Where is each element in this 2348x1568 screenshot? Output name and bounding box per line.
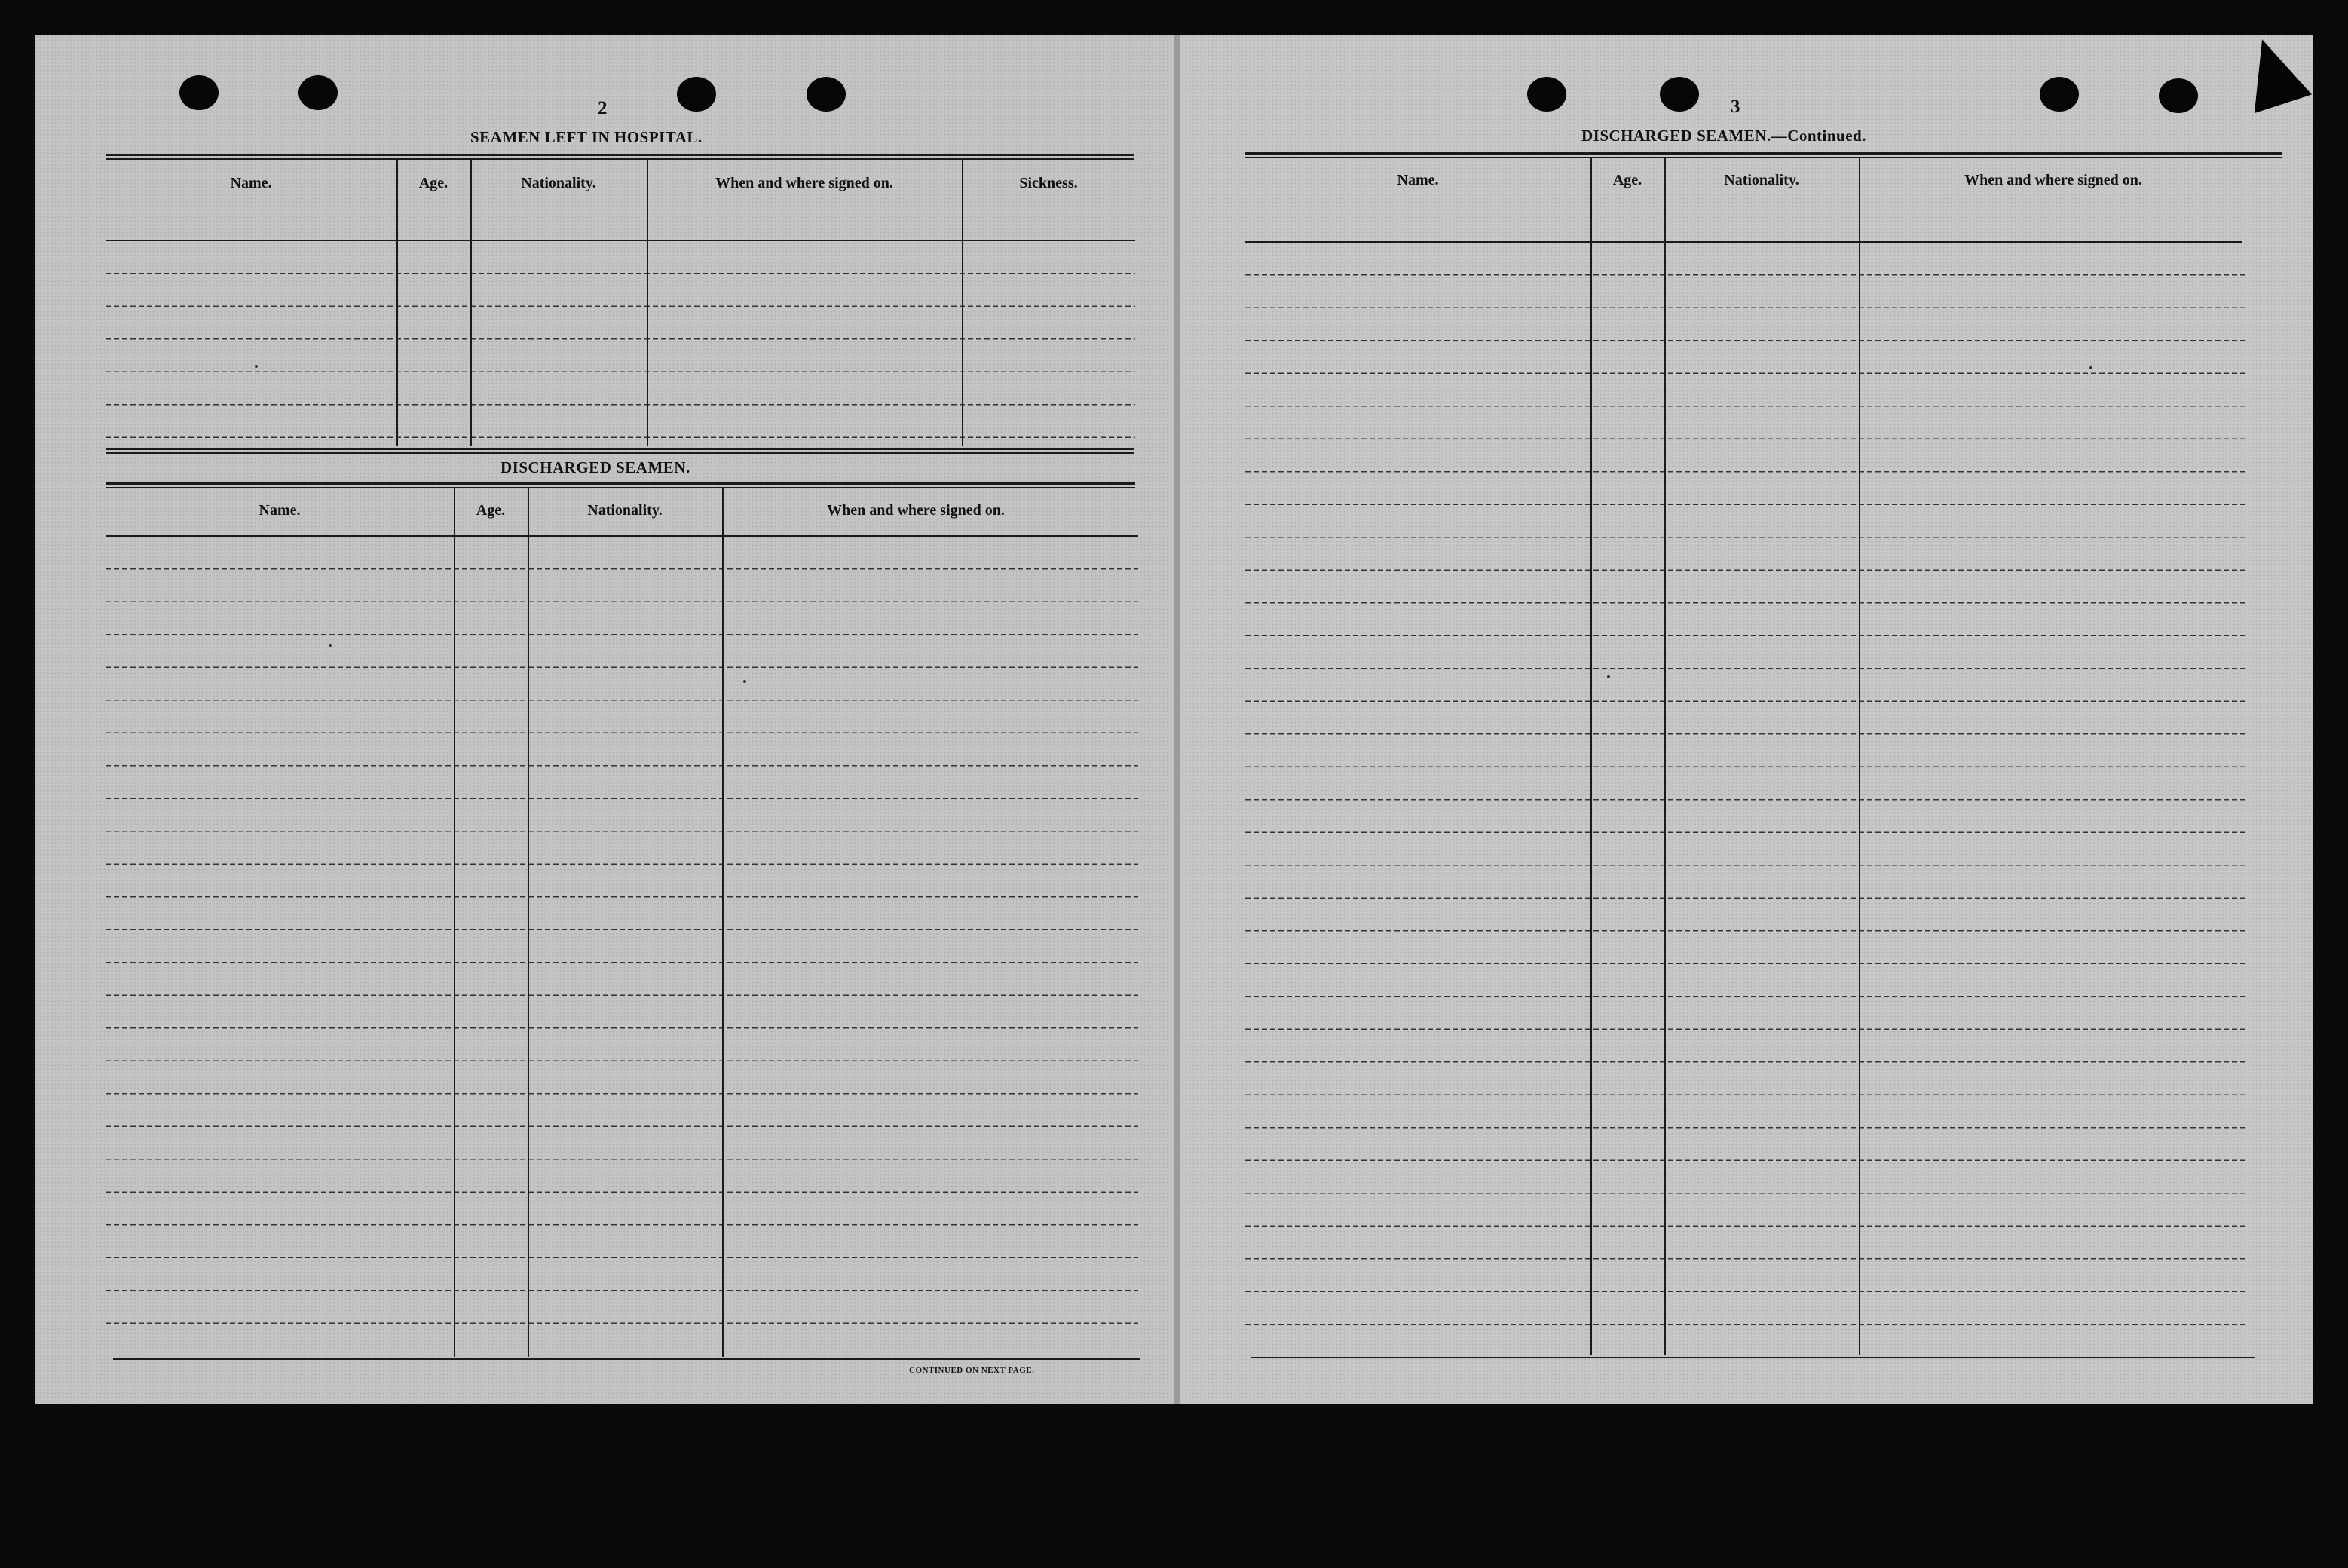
ink-speck xyxy=(2089,366,2092,369)
punch-hole xyxy=(2040,77,2079,112)
col-header-name: Name. xyxy=(230,175,272,191)
hospital-table xyxy=(106,160,1135,446)
discharged-table xyxy=(106,487,1138,1357)
col-header-name: Name. xyxy=(1397,172,1439,188)
col-header-age: Age. xyxy=(418,175,448,191)
continued-note: CONTINUED ON NEXT PAGE. xyxy=(909,1366,1035,1375)
punch-hole xyxy=(1527,77,1566,112)
col-header-sickness: Sickness. xyxy=(1019,175,1078,191)
bottom-rule xyxy=(113,1358,1140,1360)
ink-speck xyxy=(329,644,332,647)
discharged-top-rule xyxy=(106,448,1134,454)
col-header-when-where: When and where signed on. xyxy=(715,175,893,191)
hospital-section-title: SEAMEN LEFT IN HOSPITAL. xyxy=(470,128,703,146)
page-number: 2 xyxy=(598,98,608,118)
entry-lines xyxy=(1245,243,2248,1355)
entry-lines xyxy=(106,241,1135,446)
punch-hole xyxy=(807,77,846,112)
punch-hole xyxy=(677,77,716,112)
discharged-continued-title: DISCHARGED SEAMEN.—Continued. xyxy=(1581,127,1866,145)
discharged-continued-table xyxy=(1245,157,2248,1355)
punch-hole xyxy=(298,75,338,110)
discharged-section-title: DISCHARGED SEAMEN. xyxy=(501,458,690,476)
bottom-rule xyxy=(1251,1357,2255,1358)
col-header-age: Age. xyxy=(1612,172,1642,188)
entry-lines xyxy=(106,537,1138,1355)
col-header-age: Age. xyxy=(476,502,506,519)
hospital-top-rule xyxy=(106,154,1134,160)
page-number: 3 xyxy=(1731,96,1740,117)
punch-hole xyxy=(2159,78,2198,113)
punch-hole xyxy=(179,75,219,110)
col-header-when-where: When and where signed on. xyxy=(1964,172,2142,188)
ink-speck xyxy=(255,365,258,368)
col-header-nationality: Nationality. xyxy=(587,502,663,519)
punch-hole xyxy=(1660,77,1699,112)
ink-speck xyxy=(743,680,746,683)
col-header-when-where: When and where signed on. xyxy=(827,502,1005,519)
left-page xyxy=(35,35,1177,1404)
col-header-name: Name. xyxy=(259,502,301,519)
ink-speck xyxy=(1607,675,1610,678)
right-page xyxy=(1180,35,2313,1404)
col-header-nationality: Nationality. xyxy=(1724,172,1799,188)
col-header-nationality: Nationality. xyxy=(521,175,596,191)
